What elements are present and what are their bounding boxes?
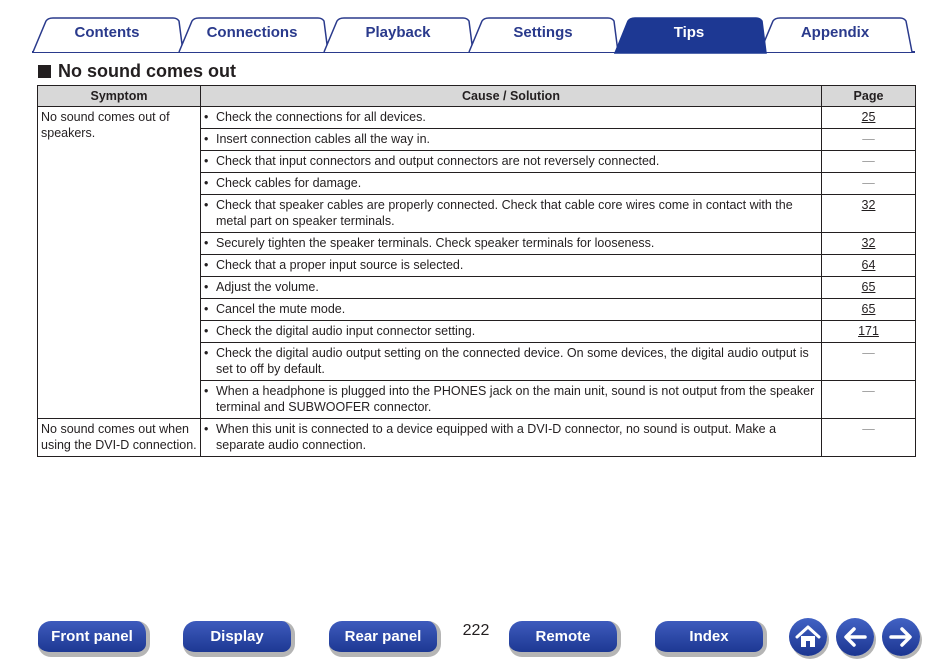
home-button[interactable] [789, 618, 827, 656]
cause-cell [201, 129, 822, 151]
cause-cell [201, 233, 822, 255]
page-cell [822, 419, 916, 457]
cause-cell [201, 419, 822, 457]
back-arrow-icon [836, 618, 874, 656]
bullet-icon: • [204, 198, 209, 212]
page-cell [822, 321, 916, 343]
cause-text: Check that a proper input source is selected. [216, 258, 464, 272]
page-cell [822, 129, 916, 151]
cause-cell [201, 255, 822, 277]
cause-cell [201, 173, 822, 195]
tab-appendix[interactable]: Appendix [800, 24, 870, 41]
rear-panel-button[interactable]: Rear panel [329, 621, 441, 657]
page-cell [822, 343, 916, 381]
bullet-icon: • [204, 236, 209, 250]
symptom-cell: No sound comes out when using the DVI-D connection. [38, 419, 201, 457]
page-cell [822, 255, 916, 277]
forward-arrow-icon [882, 618, 920, 656]
index-button[interactable]: Index [655, 621, 767, 657]
page-cell [822, 381, 916, 419]
page-link[interactable]: 171 [858, 324, 879, 338]
page-link[interactable]: 64 [861, 258, 876, 272]
tab-connections[interactable]: Connections [206, 24, 298, 41]
bullet-icon: • [204, 422, 209, 436]
bullet-icon: • [204, 132, 209, 146]
column-header-cause: Cause / Solution [201, 86, 822, 107]
bullet-icon: • [204, 302, 209, 316]
cause-text: Insert connection cables all the way in. [216, 132, 431, 146]
symptom-cell: No sound comes out of speakers. [38, 107, 201, 419]
tab-contents[interactable]: Contents [74, 24, 140, 41]
bullet-icon: • [204, 280, 209, 294]
cause-text: Securely tighten the speaker terminals. Check speaker terminals for looseness. [216, 236, 655, 250]
cause-text: When this unit is connected to a device equipped with a DVI-D connector, no sound is output. Make a separate audio connection. [216, 422, 777, 452]
cause-text: Check the connections for all devices. [216, 110, 426, 124]
column-header-symptom: Symptom [38, 86, 201, 107]
page-cell [822, 173, 916, 195]
cause-cell [201, 381, 822, 419]
cause-cell [201, 277, 822, 299]
cause-text: Adjust the volume. [216, 280, 319, 294]
cause-cell [201, 299, 822, 321]
forward-button[interactable] [882, 618, 920, 656]
page-cell [822, 233, 916, 255]
cause-text: Check that speaker cables are properly connected. Check that cable core wires come in contact with the metal part on speaker terminals. [216, 198, 793, 228]
page-none: — [862, 384, 875, 398]
table-row [38, 419, 916, 457]
page-title: No sound comes out [58, 60, 237, 81]
page-none: — [862, 176, 875, 190]
cause-text: Check cables for damage. [216, 176, 362, 190]
home-icon [789, 618, 827, 656]
page-link[interactable]: 32 [861, 236, 876, 250]
page-cell [822, 277, 916, 299]
bullet-icon: • [204, 384, 209, 398]
front-panel-button[interactable]: Front panel [38, 621, 150, 657]
tab-settings[interactable]: Settings [513, 24, 573, 41]
page-cell [822, 151, 916, 173]
square-bullet-icon [38, 65, 51, 78]
page-none: — [862, 346, 875, 360]
table-header-row [38, 86, 916, 107]
troubleshooting-table [37, 85, 916, 457]
bullet-icon: • [204, 176, 209, 190]
tab-playback[interactable]: Playback [365, 24, 431, 41]
cause-cell [201, 151, 822, 173]
cause-text: Check the digital audio input connector setting. [216, 324, 476, 338]
page-none: — [862, 154, 875, 168]
page-link[interactable]: 65 [861, 302, 876, 316]
bullet-icon: • [204, 258, 209, 272]
cause-cell [201, 343, 822, 381]
tab-bar [0, 0, 950, 56]
back-button[interactable] [836, 618, 874, 656]
page-link[interactable]: 65 [861, 280, 876, 294]
cause-text: Cancel the mute mode. [216, 302, 346, 316]
bullet-icon: • [204, 324, 209, 338]
page-cell [822, 299, 916, 321]
bullet-icon: • [204, 154, 209, 168]
cause-text: Check that input connectors and output connectors are not reversely connected. [216, 154, 660, 168]
section-heading [38, 60, 236, 82]
page-link[interactable]: 32 [861, 198, 876, 212]
page-number: 222 [462, 622, 490, 639]
tab-tips[interactable]: Tips [673, 24, 705, 41]
page-cell [822, 107, 916, 129]
page-cell [822, 195, 916, 233]
column-header-page: Page [822, 86, 916, 107]
page-none: — [862, 132, 875, 146]
cause-cell [201, 107, 822, 129]
cause-text: Check the digital audio output setting on the connected device. On some devices, the digital audio output is set to off by default. [216, 346, 809, 376]
table-body [38, 107, 916, 457]
cause-text: When a headphone is plugged into the PHONES jack on the main unit, sound is not output from the speaker terminal and SUBWOOFER connector. [216, 384, 815, 414]
page-link[interactable]: 25 [861, 110, 876, 124]
display-button[interactable]: Display [183, 621, 295, 657]
remote-button[interactable]: Remote [509, 621, 621, 657]
table-row [38, 107, 916, 129]
bullet-icon: • [204, 110, 209, 124]
cause-cell [201, 321, 822, 343]
cause-cell [201, 195, 822, 233]
page-none: — [862, 422, 875, 436]
bullet-icon: • [204, 346, 209, 360]
